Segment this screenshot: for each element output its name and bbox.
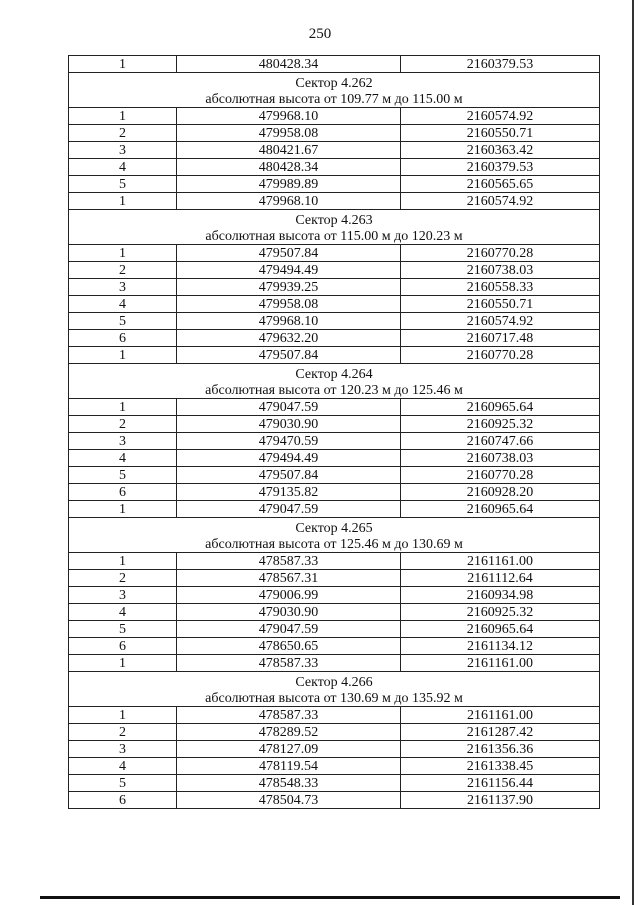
y-coordinate-cell: 2160925.32 [401, 604, 600, 621]
y-coordinate-cell: 2160363.42 [401, 142, 600, 159]
table-row [69, 775, 600, 792]
table-row [69, 159, 600, 176]
table-row [69, 416, 600, 433]
x-coordinate-cell: 478289.52 [177, 724, 401, 741]
point-number-cell: 4 [69, 758, 177, 775]
point-number-cell: 4 [69, 159, 177, 176]
point-number-cell: 1 [69, 56, 177, 73]
sector-altitude-row [69, 228, 600, 245]
point-number-cell: 6 [69, 638, 177, 655]
page-bottom-rule [40, 896, 620, 899]
page-number: 250 [308, 26, 332, 42]
point-number-cell: 3 [69, 279, 177, 296]
y-coordinate-cell: 2160550.71 [401, 296, 600, 313]
x-coordinate-cell: 479939.25 [177, 279, 401, 296]
point-number-cell: 2 [69, 125, 177, 142]
x-coordinate-cell: 478650.65 [177, 638, 401, 655]
sector-title: Сектор 4.266 [69, 672, 600, 691]
point-number-cell: 2 [69, 416, 177, 433]
y-coordinate-cell: 2160379.53 [401, 159, 600, 176]
table-row [69, 245, 600, 262]
y-coordinate-cell: 2161338.45 [401, 758, 600, 775]
sector-title: Сектор 4.263 [69, 210, 600, 229]
table-row [69, 467, 600, 484]
point-number-cell: 4 [69, 604, 177, 621]
x-coordinate-cell: 478587.33 [177, 707, 401, 724]
point-number-cell: 3 [69, 587, 177, 604]
point-number-cell: 6 [69, 792, 177, 809]
table-row [69, 655, 600, 672]
point-number-cell: 5 [69, 621, 177, 638]
table-row [69, 125, 600, 142]
table-row [69, 330, 600, 347]
x-coordinate-cell: 479507.84 [177, 245, 401, 262]
table-row [69, 313, 600, 330]
y-coordinate-cell: 2160550.71 [401, 125, 600, 142]
x-coordinate-cell: 479958.08 [177, 296, 401, 313]
y-coordinate-cell: 2161156.44 [401, 775, 600, 792]
sector-title: Сектор 4.264 [69, 364, 600, 383]
table-row [69, 399, 600, 416]
point-number-cell: 2 [69, 262, 177, 279]
y-coordinate-cell: 2161161.00 [401, 707, 600, 724]
point-number-cell: 1 [69, 347, 177, 364]
x-coordinate-cell: 479030.90 [177, 416, 401, 433]
point-number-cell: 2 [69, 570, 177, 587]
y-coordinate-cell: 2160574.92 [401, 193, 600, 210]
table-row [69, 707, 600, 724]
table-row [69, 570, 600, 587]
table-row [69, 296, 600, 313]
sector-altitude: абсолютная высота от 130.69 м до 135.92 м [69, 690, 600, 707]
y-coordinate-cell: 2160717.48 [401, 330, 600, 347]
table-row [69, 604, 600, 621]
y-coordinate-cell: 2160574.92 [401, 313, 600, 330]
point-number-cell: 3 [69, 741, 177, 758]
y-coordinate-cell: 2160738.03 [401, 262, 600, 279]
table-row [69, 279, 600, 296]
sector-altitude: абсолютная высота от 125.46 м до 130.69 м [69, 536, 600, 553]
sector-altitude-row [69, 382, 600, 399]
x-coordinate-cell: 479968.10 [177, 313, 401, 330]
point-number-cell: 5 [69, 313, 177, 330]
y-coordinate-cell: 2161356.36 [401, 741, 600, 758]
y-coordinate-cell: 2160574.92 [401, 108, 600, 125]
point-number-cell: 3 [69, 433, 177, 450]
table-row [69, 193, 600, 210]
y-coordinate-cell: 2160965.64 [401, 399, 600, 416]
point-number-cell: 1 [69, 245, 177, 262]
y-coordinate-cell: 2160747.66 [401, 433, 600, 450]
sector-title-row [69, 672, 600, 691]
point-number-cell: 4 [69, 296, 177, 313]
sector-title: Сектор 4.265 [69, 518, 600, 537]
y-coordinate-cell: 2160965.64 [401, 501, 600, 518]
y-coordinate-cell: 2160558.33 [401, 279, 600, 296]
y-coordinate-cell: 2160925.32 [401, 416, 600, 433]
sector-title-row [69, 73, 600, 92]
x-coordinate-cell: 479030.90 [177, 604, 401, 621]
point-number-cell: 1 [69, 108, 177, 125]
sector-altitude-row [69, 690, 600, 707]
sector-title-row [69, 364, 600, 383]
y-coordinate-cell: 2160770.28 [401, 347, 600, 364]
y-coordinate-cell: 2161161.00 [401, 655, 600, 672]
table-row [69, 553, 600, 570]
table-row [69, 741, 600, 758]
sector-title-row [69, 210, 600, 229]
x-coordinate-cell: 479968.10 [177, 193, 401, 210]
y-coordinate-cell: 2160770.28 [401, 245, 600, 262]
table-row [69, 433, 600, 450]
table-row [69, 621, 600, 638]
table-row [69, 724, 600, 741]
y-coordinate-cell: 2161161.00 [401, 553, 600, 570]
x-coordinate-cell: 479047.59 [177, 399, 401, 416]
x-coordinate-cell: 479047.59 [177, 501, 401, 518]
x-coordinate-cell: 478504.73 [177, 792, 401, 809]
page-edge-rule [632, 0, 634, 905]
table-row [69, 484, 600, 501]
y-coordinate-cell: 2160928.20 [401, 484, 600, 501]
y-coordinate-cell: 2161134.12 [401, 638, 600, 655]
y-coordinate-cell: 2160934.98 [401, 587, 600, 604]
sector-altitude: абсолютная высота от 120.23 м до 125.46 м [69, 382, 600, 399]
point-number-cell: 1 [69, 501, 177, 518]
x-coordinate-cell: 479632.20 [177, 330, 401, 347]
x-coordinate-cell: 479968.10 [177, 108, 401, 125]
y-coordinate-cell: 2160965.64 [401, 621, 600, 638]
sector-altitude: абсолютная высота от 109.77 м до 115.00 м [69, 91, 600, 108]
x-coordinate-cell: 478548.33 [177, 775, 401, 792]
table-row [69, 758, 600, 775]
y-coordinate-cell: 2161287.42 [401, 724, 600, 741]
table-row [69, 108, 600, 125]
x-coordinate-cell: 478119.54 [177, 758, 401, 775]
x-coordinate-cell: 479470.59 [177, 433, 401, 450]
point-number-cell: 6 [69, 330, 177, 347]
x-coordinate-cell: 478567.31 [177, 570, 401, 587]
sector-altitude-row [69, 536, 600, 553]
point-number-cell: 5 [69, 467, 177, 484]
sector-altitude: абсолютная высота от 115.00 м до 120.23 м [69, 228, 600, 245]
table-row [69, 142, 600, 159]
point-number-cell: 1 [69, 553, 177, 570]
point-number-cell: 1 [69, 707, 177, 724]
sector-altitude-row [69, 91, 600, 108]
x-coordinate-cell: 479006.99 [177, 587, 401, 604]
table-row [69, 176, 600, 193]
x-coordinate-cell: 480421.67 [177, 142, 401, 159]
table-row [69, 262, 600, 279]
point-number-cell: 3 [69, 142, 177, 159]
point-number-cell: 6 [69, 484, 177, 501]
sector-title-row [69, 518, 600, 537]
x-coordinate-cell: 478127.09 [177, 741, 401, 758]
x-coordinate-cell: 478587.33 [177, 655, 401, 672]
point-number-cell: 1 [69, 655, 177, 672]
y-coordinate-cell: 2160770.28 [401, 467, 600, 484]
x-coordinate-cell: 479135.82 [177, 484, 401, 501]
x-coordinate-cell: 479989.89 [177, 176, 401, 193]
coordinates-table [68, 55, 600, 809]
x-coordinate-cell: 479958.08 [177, 125, 401, 142]
point-number-cell: 5 [69, 176, 177, 193]
table-row [69, 347, 600, 364]
point-number-cell: 1 [69, 193, 177, 210]
x-coordinate-cell: 480428.34 [177, 56, 401, 73]
table-row [69, 587, 600, 604]
table-row [69, 501, 600, 518]
y-coordinate-cell: 2160379.53 [401, 56, 600, 73]
point-number-cell: 5 [69, 775, 177, 792]
table-row [69, 450, 600, 467]
point-number-cell: 4 [69, 450, 177, 467]
x-coordinate-cell: 479494.49 [177, 262, 401, 279]
table-row [69, 792, 600, 809]
point-number-cell: 2 [69, 724, 177, 741]
x-coordinate-cell: 478587.33 [177, 553, 401, 570]
y-coordinate-cell: 2160565.65 [401, 176, 600, 193]
x-coordinate-cell: 479494.49 [177, 450, 401, 467]
x-coordinate-cell: 479507.84 [177, 347, 401, 364]
point-number-cell: 1 [69, 399, 177, 416]
x-coordinate-cell: 479507.84 [177, 467, 401, 484]
y-coordinate-cell: 2160738.03 [401, 450, 600, 467]
table-row [69, 638, 600, 655]
x-coordinate-cell: 480428.34 [177, 159, 401, 176]
sector-title: Сектор 4.262 [69, 73, 600, 92]
y-coordinate-cell: 2161137.90 [401, 792, 600, 809]
x-coordinate-cell: 479047.59 [177, 621, 401, 638]
table-row [69, 56, 600, 73]
y-coordinate-cell: 2161112.64 [401, 570, 600, 587]
